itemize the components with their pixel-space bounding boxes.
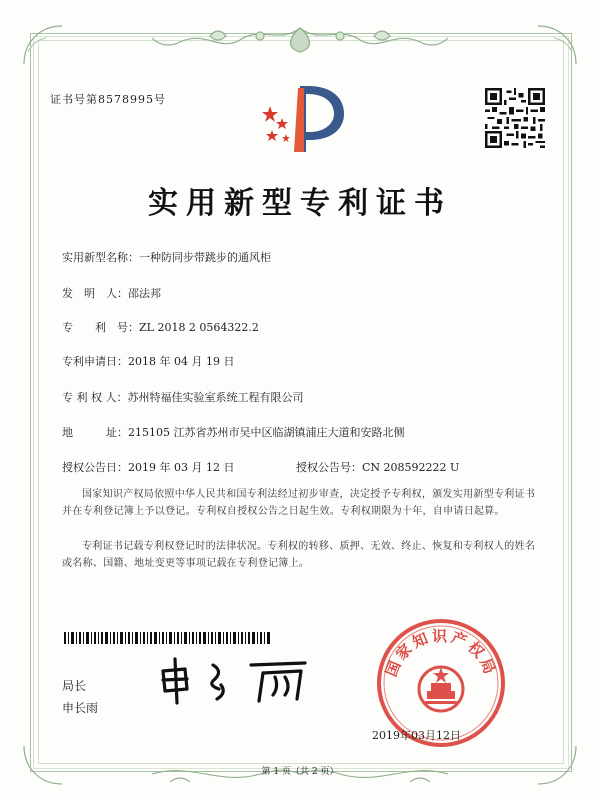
field-inventor [62, 285, 161, 301]
director-name: 申长雨 [62, 701, 99, 715]
field-value: 邵法邦 [128, 287, 161, 300]
field-label: 专利申请日： [62, 355, 128, 368]
grant-statement-paragraph: 国家知识产权局依照中华人民共和国专利法经过初步审查，决定授予专利权，颁发实用新型专利证书并在专利登记簿上予以登记。专利权自授权公告之日起生效。专利权期限为十年，自申请日起算。 [62, 489, 536, 517]
field-value: 苏州特福佳实验室系统工程有限公司 [127, 391, 304, 404]
corner-ornament-top-right [534, 22, 580, 68]
field-label: 专 利 号： [62, 321, 139, 334]
legal-status-paragraph: 专利证书记载专利权登记时的法律状况。专利权的转移、质押、无效、终止、恢复和专利权人的姓名或名称、国籍、地址变更等事项记载在专利登记簿上。 [62, 541, 536, 569]
field-label: 发 明 人： [62, 287, 128, 300]
field-value: 215105 江苏省苏州市吴中区临湖镇浦庄大道和安路北侧 [128, 426, 405, 439]
director-title: 局长 [62, 679, 87, 693]
seal-date: 2019年03月12日 [372, 729, 461, 742]
qr-code[interactable] [485, 88, 545, 148]
certificate-number: 证书号第8578995号 [50, 93, 166, 106]
field-label: 实用新型名称： [62, 251, 139, 264]
field-label: 专 利 权 人： [62, 391, 128, 404]
field-patentee [62, 389, 304, 405]
field-label: 地 址： [62, 426, 128, 439]
page-number: 第 1 页（共 2 页） [261, 767, 339, 777]
field-value: ZL 2018 2 0564322.2 [139, 321, 259, 334]
field-label: 授权公告号： [296, 461, 362, 474]
director-signature [155, 655, 315, 705]
national-emblem-icon [419, 667, 463, 711]
field-address [62, 424, 405, 440]
field-filing-date [62, 353, 234, 369]
field-value: CN 208592222 U [362, 461, 460, 474]
field-grant-date [62, 459, 234, 475]
field-patent-number [62, 319, 259, 335]
field-grant-number [296, 459, 459, 475]
seal-text: 国家知识产权局 [382, 627, 500, 680]
certificate-title: 实用新型专利证书 [148, 186, 452, 221]
field-value: 2019 年 03 月 12 日 [128, 461, 235, 474]
field-value: 2018 年 04 月 19 日 [128, 355, 235, 368]
field-value: 一种防同步带跳步的通风柜 [139, 251, 271, 264]
field-utility-model-name [62, 249, 271, 265]
patent-office-logo [256, 82, 348, 154]
corner-ornament-top-left [20, 22, 66, 68]
field-label: 授权公告日： [62, 461, 128, 474]
barcode [64, 632, 270, 644]
top-ornament [150, 22, 450, 56]
